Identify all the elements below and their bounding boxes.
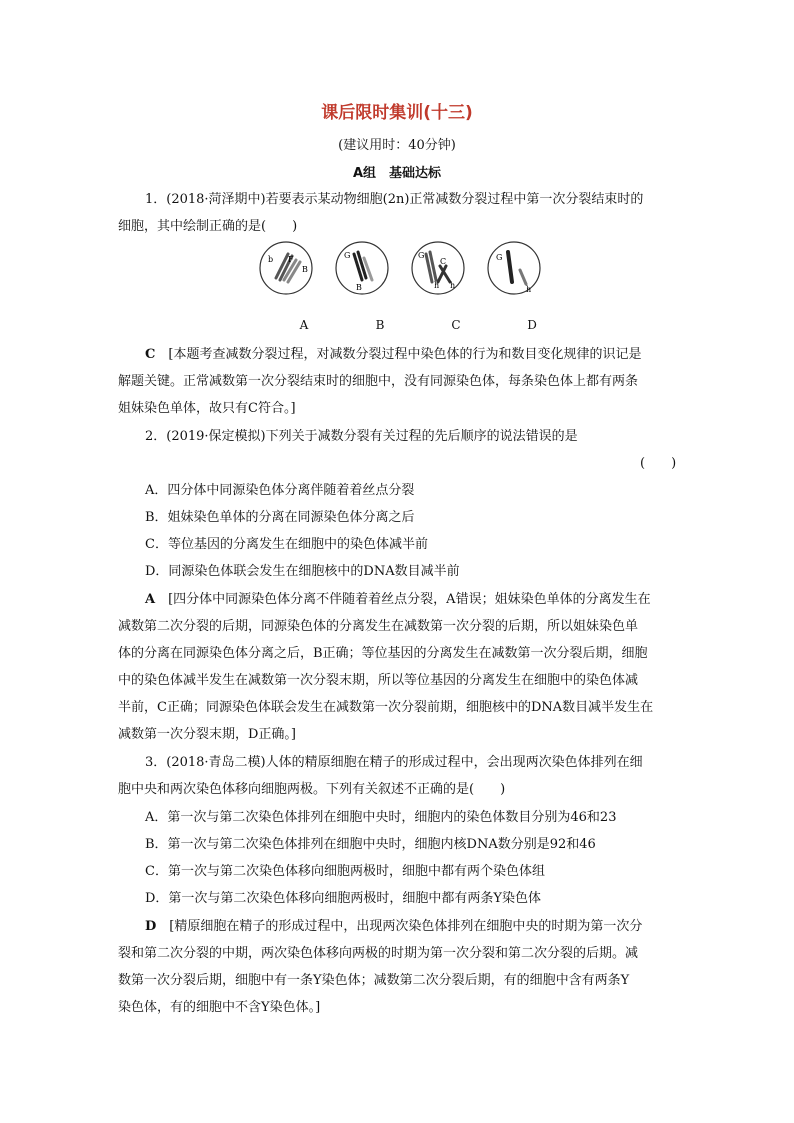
q3-explanation-1: [精原细胞在精子的形成过程中，出现两次染色体排列在细胞中央的时期为第一次分 [169,919,643,934]
figure-label-a: A [299,318,309,332]
q2-answer-line6: 减数第一次分裂末期，D正确。] [118,727,296,742]
q1-explanation-1: [本题考查减数分裂过程，对减数分裂过程中染色体的行为和数目变化规律的识记是 [168,347,642,362]
q3-option-b: B．第一次与第二次染色体排列在细胞中央时，细胞内核DNA数分别是92和46 [145,837,596,852]
time-hint: (建议用时：40分钟) [338,138,456,153]
q3-stem-line1: 3．(2018·青岛二模)人体的精原细胞在精子的形成过程中，会出现两次染色体排列在细 [145,755,643,770]
q1-answer-line1 [145,343,641,362]
q1-stem-line1: 1．(2018·菏泽期中)若要表示某动物细胞(2n)正常减数分裂过程中第一次分裂结束时的 [145,192,644,207]
q2-answer-line2: 减数第二次分裂的后期，同源染色体的分离发生在减数第一次分裂的后期，所以姐妹染色单 [118,619,639,634]
q1-stem-line2: 细胞，其中绘制正确的是( ) [118,219,298,234]
label-c: C [440,257,447,266]
q3-option-d: D．第一次与第二次染色体移向细胞两极时，细胞中都有两条Y染色体 [145,891,542,906]
q1-answer-line2: 解题关键。正常减数第一次分裂结束时的细胞中，没有同源染色体，每条染色体上都有两条 [118,374,639,389]
label-h: h [450,281,456,290]
q3-answer-line1 [145,915,642,934]
figure-label-b: B [375,318,385,332]
q3-stem-line2: 胞中央和两次染色体移向细胞两极。下列有关叙述不正确的是( ) [118,782,506,797]
label-h: h [526,285,532,294]
label-g: G [418,251,425,260]
label-g: G [344,251,351,260]
q3-answer-letter: D [145,919,157,934]
label-h: h [434,281,440,290]
cell-diagram-d [486,240,542,296]
q2-option-d: D．同源染色体联会发生在细胞核中的DNA数目减半前 [145,564,460,579]
q3-answer-line4: 染色体，有的细胞中不含Y染色体。] [118,1000,321,1015]
label-b-upper: B [302,265,308,274]
q2-option-a: A．四分体中同源染色体分离伴随着着丝点分裂 [145,483,415,498]
q3-answer-line3: 数第一次分裂后期，细胞中有一条Y染色体；减数第二次分裂后期，有的细胞中含有两条Y [118,973,630,988]
q2-answer-blank: ( ) [640,456,677,471]
q2-answer-line4: 中的染色体减半发生在减数第一次分裂末期，所以等位基因的分离发生在细胞中的染色体减 [118,673,639,688]
q2-answer-line1 [145,588,651,607]
cell-diagram-b [334,240,390,296]
q2-explanation-1: [四分体中同源染色体分离不伴随着着丝点分裂，A错误；姐妹染色单体的分离发生在 [168,592,651,607]
q2-option-c: C．等位基因的分离发生在细胞中的染色体减半前 [145,537,428,552]
label-g: G [496,253,503,262]
q2-answer-line3: 体的分离在同源染色体分离之后，B正确；等位基因的分离发生在减数第一次分裂后期，细胞 [118,646,648,661]
figure-label-c: C [451,318,461,332]
q3-option-c: C．第一次与第二次染色体移向细胞两极时，细胞中都有两个染色体组 [145,864,545,879]
cell-diagram-c [410,240,466,296]
q2-answer-line5: 半前，C正确；同源染色体联会发生在减数第一次分裂前期，细胞核中的DNA数目减半发生在 [118,700,654,715]
q1-answer-letter: C [145,347,156,362]
q3-option-a: A．第一次与第二次染色体排列在细胞中央时，细胞内的染色体数目分别为46和23 [145,810,617,825]
page-title: 课后限时集训(十三) [321,103,473,123]
label-b: b [268,255,274,264]
label-b-upper: B [356,283,362,292]
q2-answer-letter: A [145,592,156,607]
q3-answer-line2: 裂和第二次分裂的中期，两次染色体移向两极的时期为第一次分裂和第二次分裂的后期。减 [118,946,639,961]
cell-diagram-a [258,240,314,296]
group-label: A组 基础达标 [352,166,442,181]
q2-stem: 2．(2019·保定模拟)下列关于减数分裂有关过程的先后顺序的说法错误的是 [145,429,578,444]
figure-label-d: D [527,318,537,332]
q2-option-b: B．姐妹染色单体的分离在同源染色体分离之后 [145,510,415,525]
q1-answer-line3: 姐妹染色单体，故只有C符合。] [118,401,296,416]
label-f: F [288,255,294,264]
